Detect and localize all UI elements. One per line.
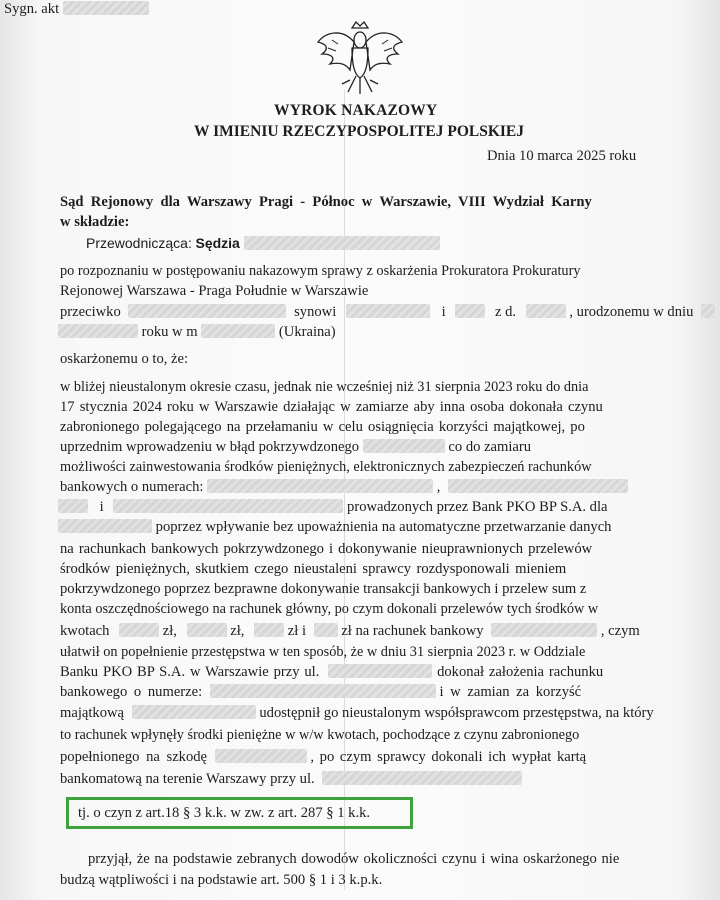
redacted-case-number: [63, 1, 149, 15]
son-of-label: synowi: [294, 304, 337, 320]
charge-line-13-end: , czym: [600, 623, 640, 639]
redacted-defendant-name: [128, 304, 286, 318]
redacted-account-number-3: [58, 499, 88, 513]
charge-line-6: [60, 478, 628, 496]
intro-line-2: Rejonowej Warszawa - Praga Południe w Warszawie: [60, 283, 369, 299]
defendant-line: [60, 303, 715, 321]
case-number: [4, 0, 149, 18]
redacted-account-number-4: [113, 499, 343, 513]
charge-line-3: zabronionego polegającego na przełamaniu w celu osiągnięcia korzyści majątkowej, po: [60, 419, 585, 435]
account-opening-text: dokonał założenia rachunku: [437, 664, 604, 680]
amounts-label: kwotach: [60, 623, 110, 639]
born-on-label: , urodzonemu w dniu: [569, 304, 694, 320]
charge-line-7: [58, 498, 608, 516]
charge-line-11: pokrzywdzonego poprzez bezprawne dokonywanie transakcji bankowych i przelew sum z: [60, 581, 587, 597]
against-label: przeciwko: [60, 304, 121, 320]
ruling-line-2: budzą wątpliwości i na podstawie art. 500 § 1 i 3 k.p.k.: [60, 872, 383, 888]
presiding-label: Przewodnicząca:: [86, 235, 192, 251]
redacted-mother-name: [455, 304, 485, 318]
charge-line-19: [60, 748, 586, 766]
redacted-amount-4: [314, 623, 338, 637]
charge-line-18: to rachunek wpłynęły środki pieniężne w w/w kwotach, pochodzące z czynu zabronionego: [60, 727, 580, 743]
redacted-victim-name-2: [58, 519, 152, 533]
document-subtitle: W IMIENIU RZECZYPOSPOLITEJ POLSKIEJ: [194, 123, 525, 140]
redacted-father-name: [346, 304, 430, 318]
judge-label: Sędzia: [195, 235, 240, 251]
redacted-victim-name: [363, 439, 445, 453]
currency-1: zł,: [162, 623, 177, 639]
charge-line-4-end: co do zamiaru: [448, 439, 532, 455]
redacted-atm-street: [322, 771, 522, 785]
charge-line-4-start: uprzednim wprowadzeniu w błąd pokrzywdzonego: [60, 439, 360, 455]
redacted-victim-name-3: [215, 749, 307, 763]
court-name: Sąd Rejonowy dla Warszawy Pragi - Północ w Warszawie, VIII Wydział Karny: [60, 194, 592, 210]
charge-line-13: [60, 622, 640, 640]
charge-line-17: [60, 704, 654, 722]
charge-line-4: [60, 438, 531, 456]
redacted-maiden-name: [526, 304, 566, 318]
year-in-label: roku w m: [141, 324, 198, 340]
redacted-amount-2: [187, 623, 227, 637]
birthplace-line: [58, 323, 336, 341]
charge-line-12: konta oszczędnościowego na rachunek główny, po czym dokonali przelewów tych środków w: [60, 601, 599, 617]
nee-label: z d.: [494, 304, 517, 320]
charge-line-8: [58, 518, 611, 536]
composition-label: w składzie:: [60, 214, 130, 230]
redacted-account-number-1: [207, 479, 433, 493]
charge-line-10: środków pieniężnych, skutkiem czego nieustaleni sprawcy rozdysponowali mieniem: [60, 561, 567, 577]
charge-line-16: [60, 683, 581, 701]
financial-label: majątkową: [60, 705, 125, 721]
document-date: Dnia 10 marca 2025 roku: [487, 148, 637, 164]
redacted-target-account: [491, 623, 597, 637]
redacted-street: [328, 664, 432, 678]
charge-line-14: ułatwił on popełnienie przestępstwa w ten sposób, że w dniu 31 sierpnia 2023 r. w Oddziale: [60, 644, 586, 660]
and-conjunction: i: [99, 499, 104, 515]
redacted-birth-place: [201, 324, 275, 338]
in-exchange-text: i w zamian za korzyść: [439, 684, 582, 700]
victim-damage-label: popełnionego na szkodę: [60, 749, 208, 765]
redacted-birth-date: [701, 304, 715, 318]
currency-2: zł,: [230, 623, 245, 639]
ruling-line-1: przyjął, że na podstawie zebranych dowodów okoliczności czynu i wina oskarżonego nie: [88, 851, 620, 867]
charge-line-20: [60, 770, 522, 788]
redacted-judge-name: [244, 236, 440, 250]
charge-line-8-text: poprzez wpływanie bez upoważnienia na automatyczne przetwarzanie danych: [155, 519, 612, 535]
redacted-birth-day: [58, 324, 138, 338]
comma-separator: ,: [436, 479, 441, 495]
charge-line-17-end: udostępnił go nieustalonym współsprawcom przestępstwa, na który: [259, 705, 654, 721]
legal-qualification: tj. o czyn z art.18 § 3 k.k. w zw. z art. 287 § 1 k.k.: [78, 805, 371, 821]
redacted-amount-3: [254, 623, 284, 637]
case-number-label: Sygn. akt: [4, 1, 60, 17]
redacted-account-number-5: [210, 684, 436, 698]
and-label: i: [441, 304, 446, 320]
account-number-label: bankowego o numerze:: [60, 684, 203, 700]
charge-line-9: na rachunkach bankowych pokrzywdzonego i dokonywanie nieuprawnionych przelewów: [60, 541, 593, 557]
charge-line-2: 17 stycznia 2024 roku w Warszawie działając w zamiarze aby inna osoba dokonała czynu: [60, 399, 603, 415]
atm-location-label: bankomatową na terenie Warszawy przy ul.: [60, 771, 315, 787]
redacted-benefit: [132, 705, 256, 719]
document-title: WYROK NAKAZOWY: [274, 102, 438, 119]
intro-line-1: po rozpoznaniu w postępowaniu nakazowym sprawy z oskarżenia Prokuratora Prokuratury: [60, 263, 581, 279]
charge-line-7-end: prowadzonych przez Bank PKO BP S.A. dla: [347, 499, 608, 515]
account-numbers-label: bankowych o numerach:: [60, 479, 204, 495]
currency-3: zł i: [287, 623, 307, 639]
charge-line-5: możliwości zainwestowania środków pieniężnych, elektronicznych zabezpieczeń rachunków: [60, 459, 592, 475]
accused-label: oskarżonemu o to, że:: [60, 351, 189, 367]
redacted-account-number-2: [448, 479, 628, 493]
redacted-amount-1: [119, 623, 159, 637]
presiding-judge: [86, 234, 440, 253]
charge-line-15: [60, 663, 603, 681]
charge-line-1: w bliżej nieustalonym okresie czasu, jednak nie wcześniej niż 31 sierpnia 2023 roku do dnia: [60, 379, 589, 395]
branch-address-label: Banku PKO BP S.A. w Warszawie przy ul.: [60, 664, 320, 680]
country-label: (Ukraina): [278, 324, 336, 340]
polish-eagle-emblem: [312, 18, 408, 98]
target-account-label: zł na rachunek bankowy: [341, 623, 484, 639]
charge-line-19-end: , po czym sprawcy dokonali ich wypłat kartą: [310, 749, 587, 765]
